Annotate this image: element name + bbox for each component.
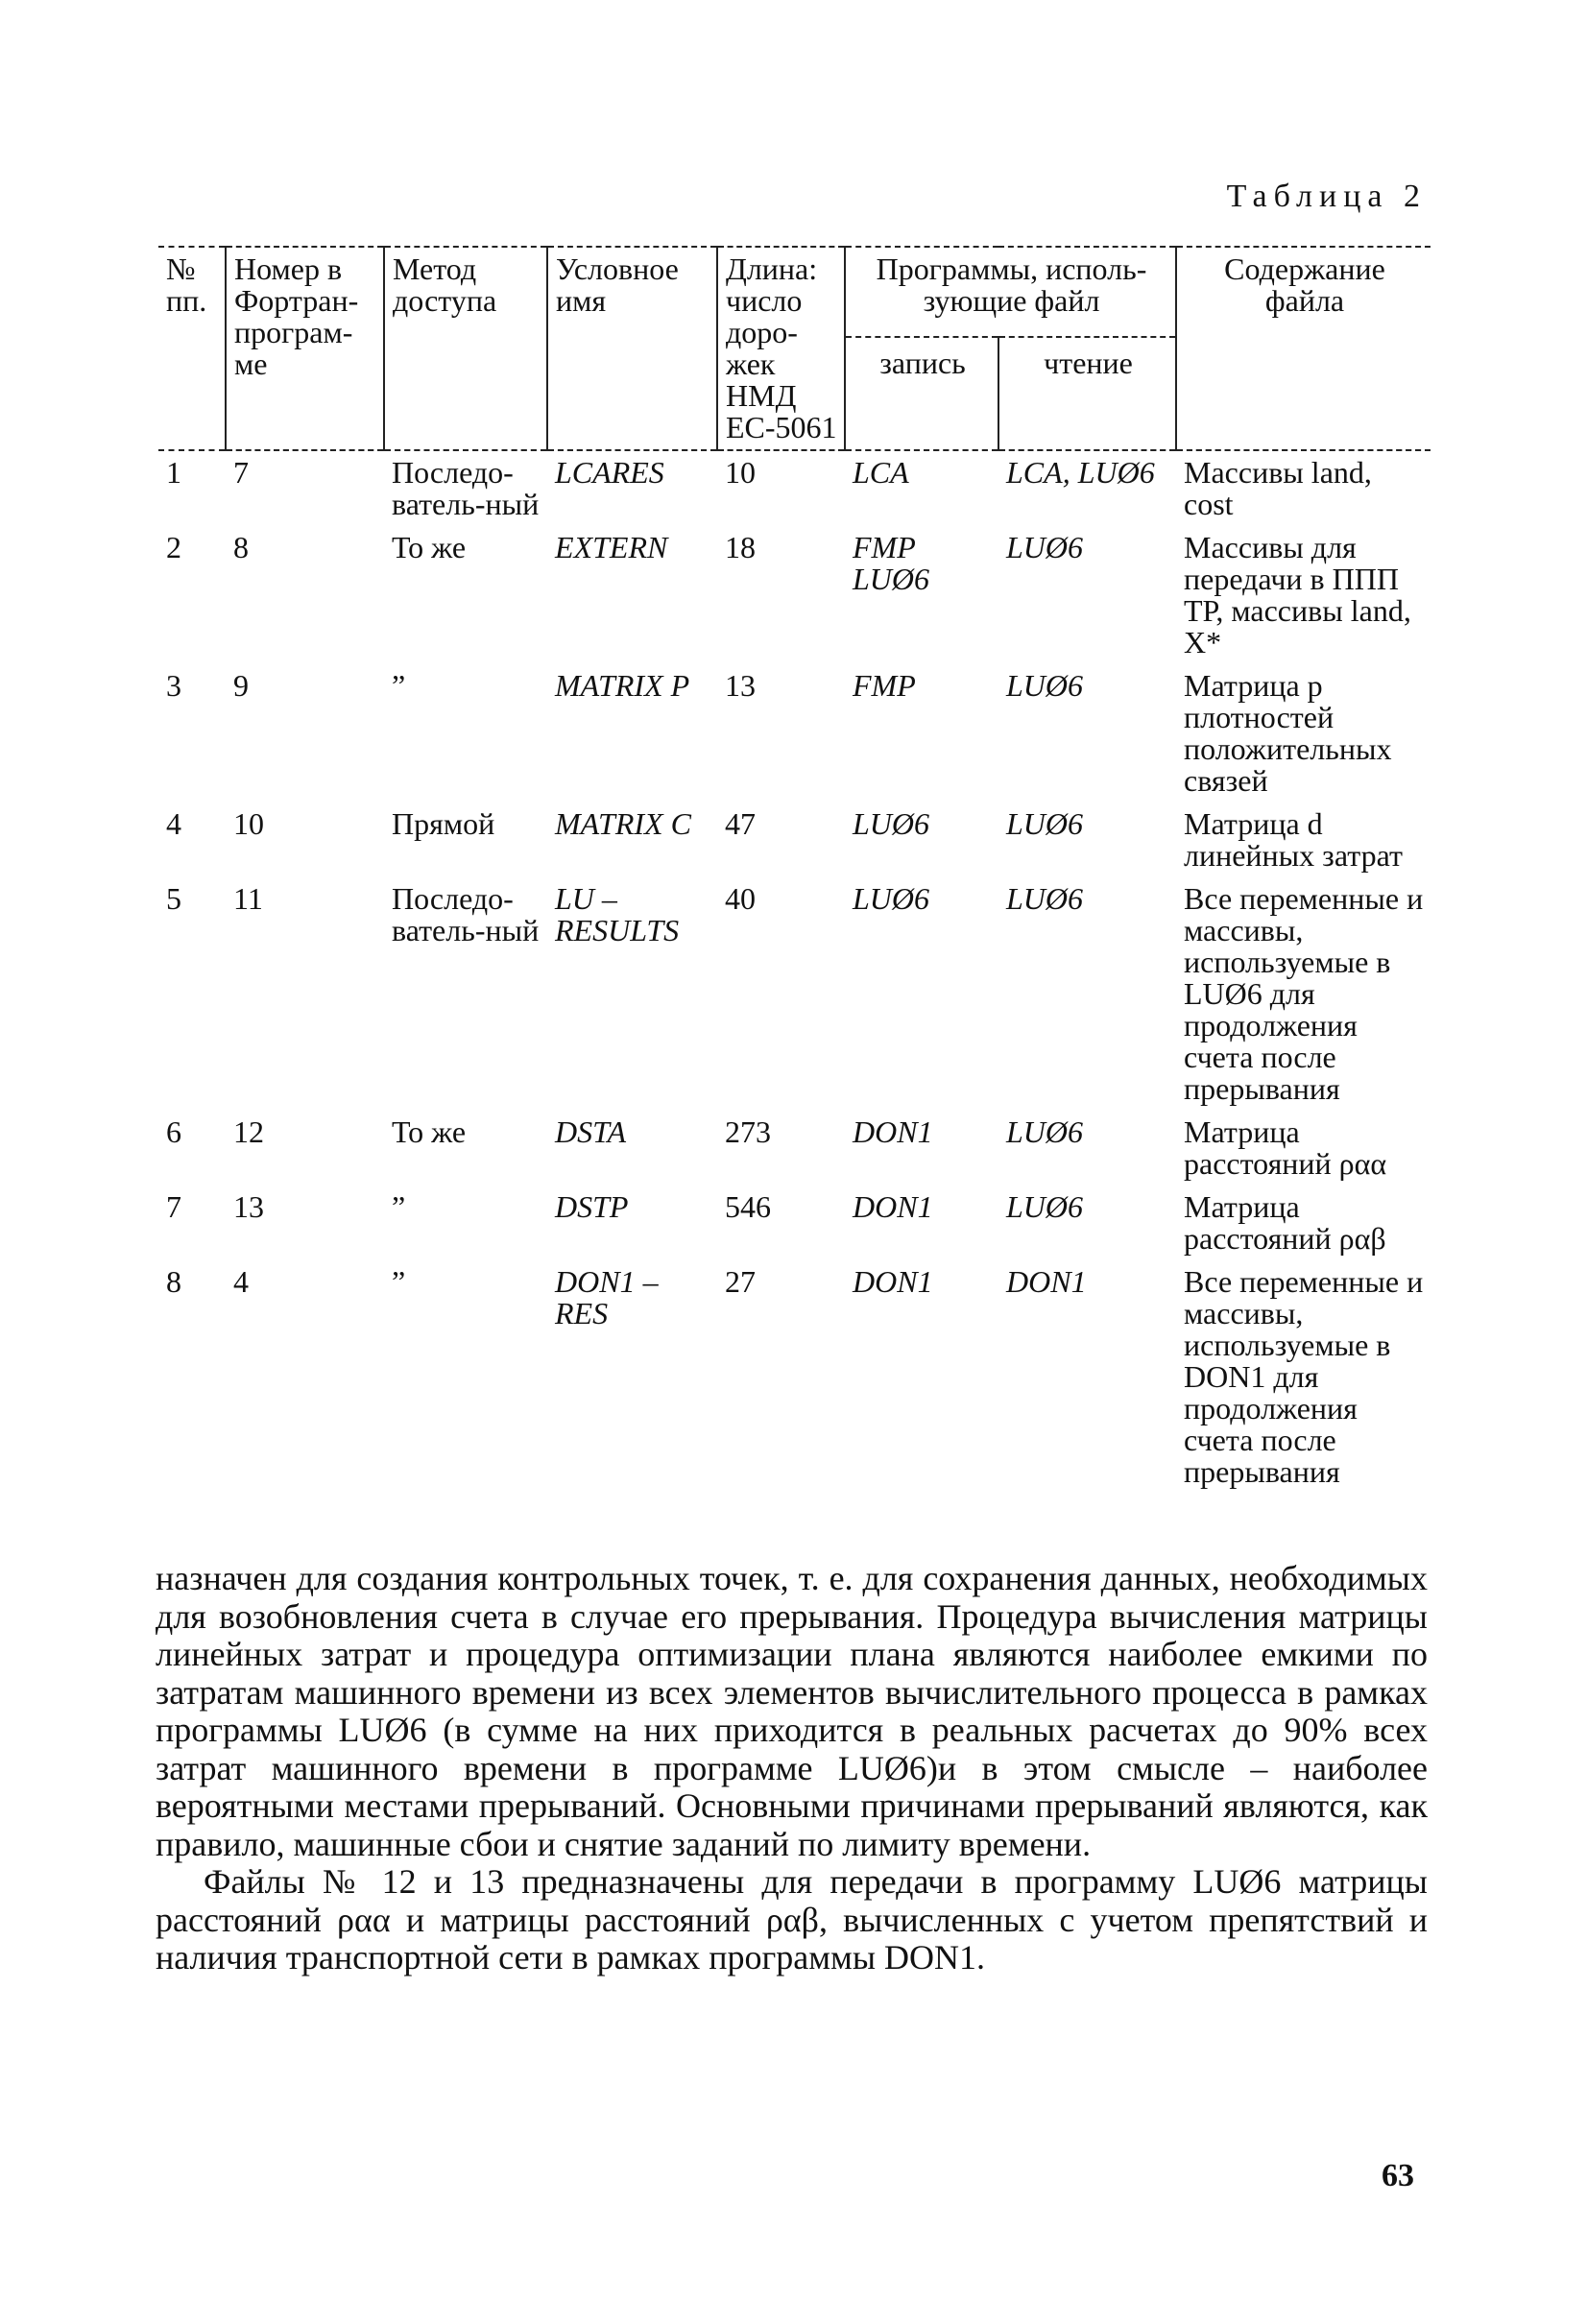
cell-num: 2 [166, 530, 181, 564]
cell-method: То же [392, 1114, 467, 1149]
table-row [158, 803, 1431, 877]
cell-fortran: 7 [233, 455, 249, 490]
header-access-method: Метод доступа [384, 247, 547, 450]
cell-read: LCA, LUØ6 [1006, 455, 1155, 490]
table-row [158, 1260, 1431, 1494]
cell-content: Все переменные и массивы, используемые в DON1 для продолжения счета после прерывания [1184, 1264, 1424, 1489]
cell-num: 1 [166, 455, 181, 490]
cell-name: DSTA [555, 1114, 627, 1149]
cell-method: ” [392, 668, 406, 703]
cell-fortran: 12 [233, 1114, 264, 1149]
header-programs: Программы, исполь-зующие файл [845, 247, 1176, 337]
table-row [158, 1111, 1431, 1186]
cell-length: 40 [725, 881, 756, 916]
cell-content: Матрица расстояний ραβ [1184, 1189, 1386, 1256]
cell-method: ” [392, 1189, 406, 1224]
cell-name: EXTERN [555, 530, 668, 564]
cell-length: 273 [725, 1114, 771, 1149]
cell-method: ” [392, 1264, 406, 1299]
paragraph: Файлы № 12 и 13 предназначены для передачи в программу LUØ6 матрицы расстояний ραα и матрицы расстояний ραβ, вычисленных с учетом препятствий и наличия транспортной сети в рамках программы DON1. [156, 1862, 1428, 1977]
cell-write: LUØ6 [853, 806, 930, 841]
files-table [158, 246, 1431, 1494]
cell-name: MATRIX P [555, 668, 690, 703]
cell-method: Прямой [392, 806, 495, 841]
header-content: Содержание файла [1176, 247, 1431, 450]
header-num: № пп. [158, 247, 226, 450]
header-write: запись [845, 337, 998, 450]
table-row [158, 450, 1431, 526]
cell-fortran: 11 [233, 881, 263, 916]
paragraph: назначен для создания контрольных точек, т. е. для сохранения данных, необходимых для возобновления счета в случае его прерывания. Процедура вычисления матрицы линейных затрат и процедура оптимизации плана являются наиболее емкими по затратам машинного времени из всех элементов вычислительного процесса в рамках программы LUØ6 (в сумме на них приходится в реальных расчетах до 90% всех затрат машинного времени в программе LUØ6)и в этом смысле – наиболее вероятными местами прерываний. Основными причинами прерываний являются, как правило, машинные сбои и снятие заданий по лимиту времени. [156, 1559, 1428, 1863]
table-row [158, 526, 1431, 664]
cell-name: LCARES [555, 455, 664, 490]
cell-name: MATRIX C [555, 806, 691, 841]
cell-write: LCA [853, 455, 909, 490]
table-row [158, 1186, 1431, 1260]
table-row [158, 664, 1431, 803]
cell-content: Массивы land, cost [1184, 455, 1372, 521]
cell-content: Матрица расстояний ραα [1184, 1114, 1387, 1181]
cell-write: FMP LUØ6 [853, 530, 930, 596]
cell-num: 6 [166, 1114, 181, 1149]
cell-length: 18 [725, 530, 756, 564]
cell-fortran: 13 [233, 1189, 264, 1224]
cell-content: Матрица p плотностей положительных связей [1184, 668, 1392, 798]
cell-length: 10 [725, 455, 756, 490]
cell-content: Массивы для передачи в ППП ТР, массивы land, X* [1184, 530, 1411, 659]
header-conventional-name: Условное имя [547, 247, 717, 450]
cell-method: Последо-ватель-ный [392, 881, 540, 947]
header-fortran-number: Номер в Фортран-програм-ме [226, 247, 384, 450]
cell-fortran: 8 [233, 530, 249, 564]
cell-fortran: 9 [233, 668, 249, 703]
cell-fortran: 4 [233, 1264, 249, 1299]
cell-read: LUØ6 [1006, 530, 1084, 564]
cell-length: 27 [725, 1264, 756, 1299]
header-read: чтение [998, 337, 1176, 450]
header-length: Длина: число доро-жек НМД ЕС-5061 [717, 247, 845, 450]
cell-read: LUØ6 [1006, 1189, 1084, 1224]
cell-read: LUØ6 [1006, 806, 1084, 841]
cell-num: 7 [166, 1189, 181, 1224]
cell-length: 47 [725, 806, 756, 841]
cell-write: DON1 [853, 1114, 933, 1149]
body-text [156, 1560, 1428, 1977]
table-row [158, 877, 1431, 1111]
cell-num: 4 [166, 806, 181, 841]
cell-write: DON1 [853, 1189, 933, 1224]
cell-name: LU – RESULTS [555, 881, 680, 947]
cell-write: FMP [853, 668, 916, 703]
cell-length: 546 [725, 1189, 771, 1224]
cell-read: LUØ6 [1006, 881, 1084, 916]
cell-read: DON1 [1006, 1264, 1087, 1299]
table-caption: Таблица 2 [1226, 179, 1427, 214]
cell-name: DON1 – RES [555, 1264, 659, 1330]
cell-num: 8 [166, 1264, 181, 1299]
page-number: 63 [1382, 2158, 1414, 2193]
cell-method: Последо-ватель-ный [392, 455, 540, 521]
cell-num: 5 [166, 881, 181, 916]
cell-num: 3 [166, 668, 181, 703]
cell-method: То же [392, 530, 467, 564]
cell-length: 13 [725, 668, 756, 703]
cell-content: Все переменные и массивы, используемые в LUØ6 для продолжения счета после прерывания [1184, 881, 1424, 1106]
cell-content: Матрица d линейных затрат [1184, 806, 1403, 873]
cell-read: LUØ6 [1006, 1114, 1084, 1149]
cell-write: DON1 [853, 1264, 933, 1299]
cell-name: DSTP [555, 1189, 629, 1224]
cell-read: LUØ6 [1006, 668, 1084, 703]
cell-write: LUØ6 [853, 881, 930, 916]
cell-fortran: 10 [233, 806, 264, 841]
